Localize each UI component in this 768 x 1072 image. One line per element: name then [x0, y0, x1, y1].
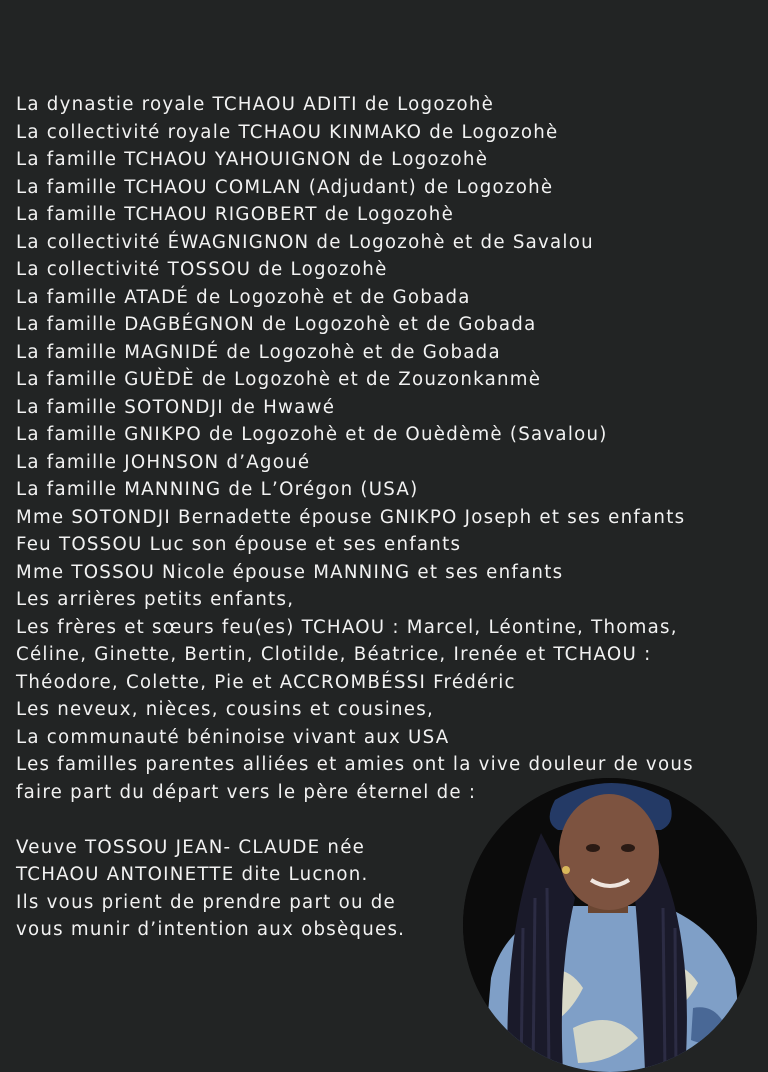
family-line-8: La famille ATADÉ de Logozohè et de Gobada	[16, 286, 471, 308]
siblings-line-3: Théodore, Colette, Pie et ACCROMBÉSSI Frédéric	[16, 671, 516, 693]
siblings-line-2: Céline, Ginette, Bertin, Clotilde, Béatrice, Irenée et TCHAOU :	[16, 644, 652, 665]
family-line-2: La collectivité royale TCHAOU KINMAKO de Logozohè	[16, 121, 559, 143]
invitation-line-2: vous munir d’intention aux obsèques.	[16, 919, 406, 940]
family-line-6: La collectivité ÉWAGNIGNON de Logozohè et de Savalou	[16, 231, 594, 253]
family-line-11: La famille GUÈDÈ de Logozohè et de Zouzonkanmè	[16, 369, 542, 390]
invitation-line-1: Ils vous prient de prendre part ou de	[16, 891, 397, 913]
family-line-17: Feu TOSSOU Luc son épouse et ses enfants	[16, 534, 462, 555]
announcement-line-1: Les familles parentes alliées et amies ont la vive douleur de vous	[16, 754, 694, 775]
family-line-4: La famille TCHAOU COMLAN (Adjudant) de Logozohè	[16, 176, 554, 198]
family-line-7: La collectivité TOSSOU de Logozohè	[16, 259, 388, 280]
community-line: La communauté béninoise vivant aux USA	[16, 726, 450, 748]
family-line-18: Mme TOSSOU Nicole épouse MANNING et ses enfants	[16, 561, 564, 583]
relatives-line: Les neveux, nièces, cousins et cousines,	[16, 699, 435, 720]
announcement-line-2: faire part du départ vers le père éternel de :	[16, 781, 477, 803]
deceased-name-line-2: TCHAOU ANTOINETTE dite Lucnon.	[16, 864, 369, 885]
family-line-19: Les arrières petits enfants,	[16, 589, 295, 610]
family-line-10: La famille MAGNIDÉ de Logozohè et de Gobada	[16, 341, 501, 363]
family-line-15: La famille MANNING de L’Orégon (USA)	[16, 479, 419, 500]
family-line-9: La famille DAGBÉGNON de Logozohè et de Gobada	[16, 314, 537, 335]
deceased-portrait-photo	[463, 778, 757, 1072]
deceased-name-line-1: Veuve TOSSOU JEAN- CLAUDE née	[16, 836, 366, 858]
family-line-14: La famille JOHNSON d’Agoué	[16, 451, 311, 473]
family-line-1: La dynastie royale TCHAOU ADITI de Logozohè	[16, 94, 495, 115]
family-line-16: Mme SOTONDJI Bernadette épouse GNIKPO Joseph et ses enfants	[16, 506, 686, 528]
family-line-12: La famille SOTONDJI de Hwawé	[16, 396, 336, 418]
family-line-3: La famille TCHAOU YAHOUIGNON de Logozohè	[16, 149, 489, 170]
family-line-13: La famille GNIKPO de Logozohè et de Ouèdèmè (Savalou)	[16, 424, 608, 445]
family-line-5: La famille TCHAOU RIGOBERT de Logozohè	[16, 204, 455, 225]
siblings-line-1: Les frères et sœurs feu(es) TCHAOU : Marcel, Léontine, Thomas,	[16, 616, 678, 638]
portrait-illustration	[463, 778, 757, 1072]
